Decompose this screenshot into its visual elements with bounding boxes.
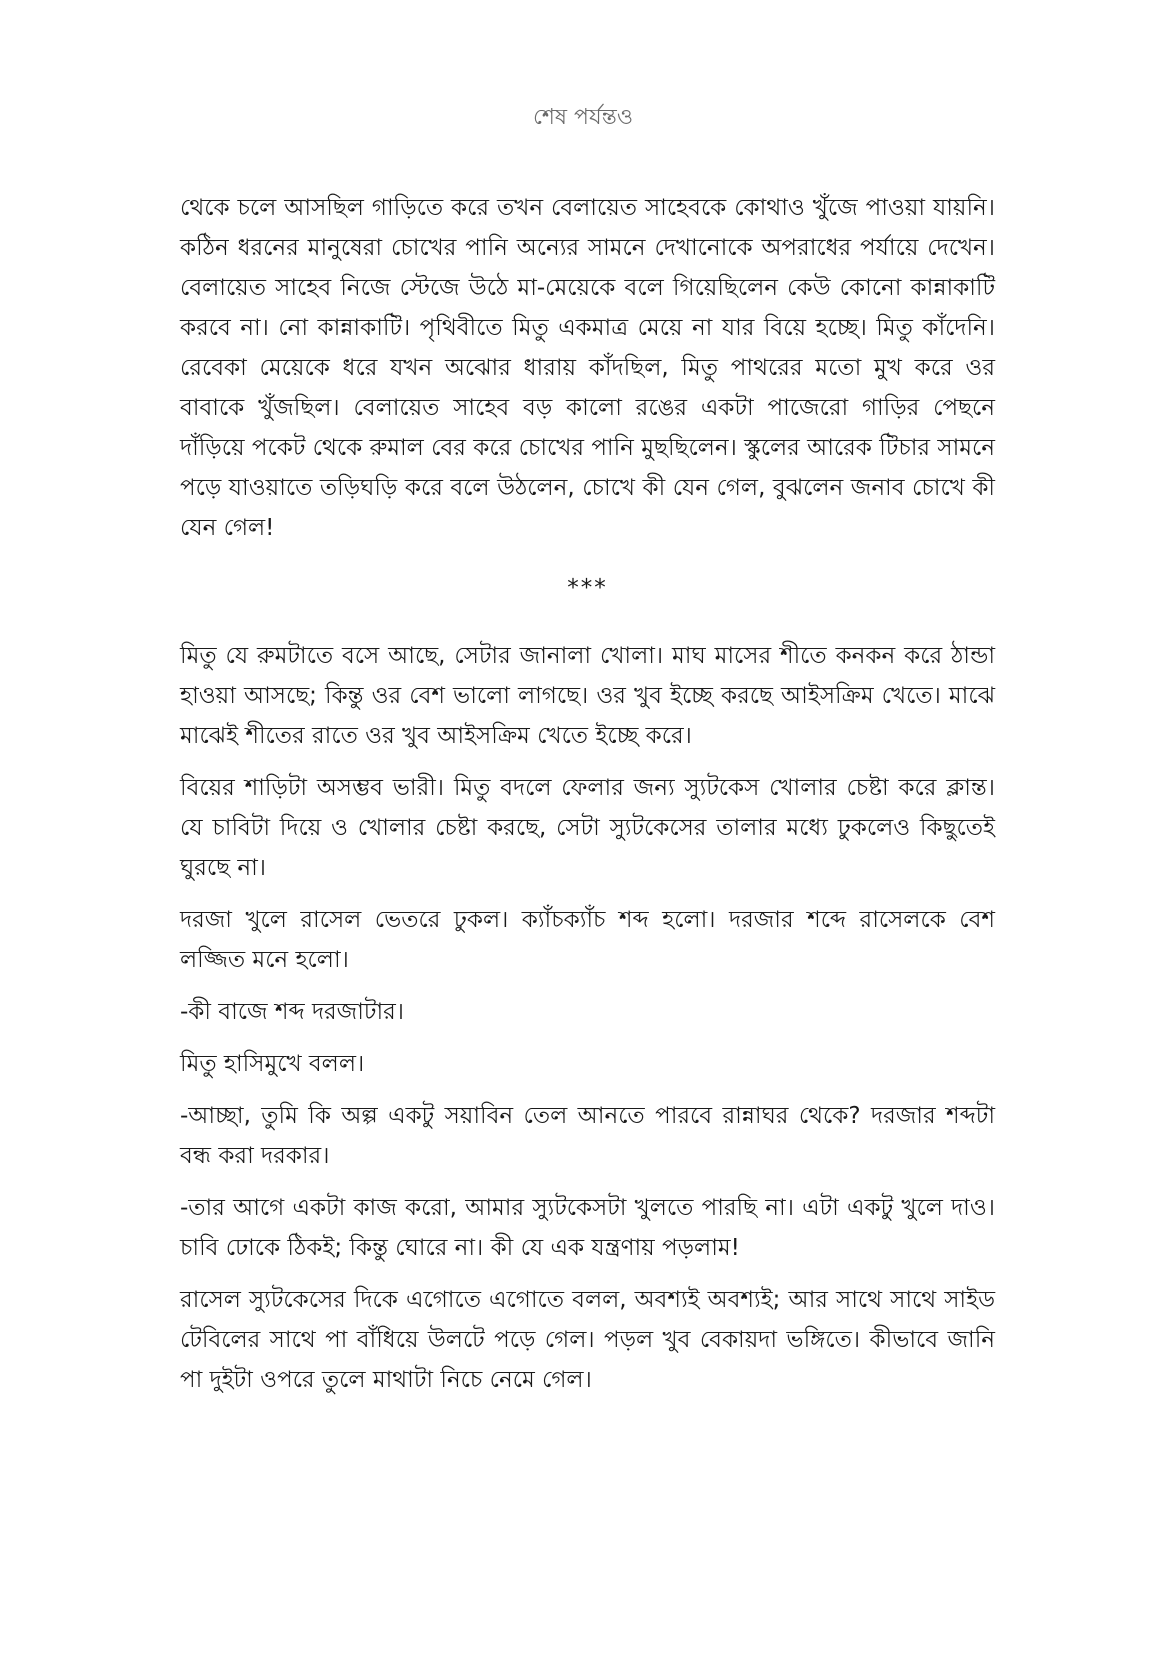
paragraph-5: -কী বাজে শব্দ দরজাটার। — [180, 999, 405, 1025]
paragraph-2: মিতু যে রুমটাতে বসে আছে, সেটার জানালা খোলা। মাঘ মাসের শীতে কনকন করে ঠান্ডা হাওয়া আসছে; কিন্তু ওর বেশ ভালো লাগছে। ওর খুব ইচ্ছে করছে আইসক্রিম খেতে। মাঝে মাঝেই শীতের রাতে ওর খুব আইসক্রিম খেতে ইচ্ছে করে। — [180, 643, 995, 749]
body-text — [180, 188, 995, 1412]
running-header: শেষ পর্যন্তও — [532, 105, 634, 130]
paragraph-6: মিতু হাসিমুখে বলল। — [180, 1051, 365, 1077]
paragraph-8: -তার আগে একটা কাজ করো, আমার স্যুটকেসটা খুলতে পারছি না। এটা একটু খুলে দাও। চাবি ঢোকে ঠিকই; কিন্তু ঘোরে না। কী যে এক যন্ত্রণায় পড়লাম! — [180, 1195, 995, 1261]
paragraph-7: -আচ্ছা, তুমি কি অল্প একটু সয়াবিন তেল আনতে পারবে রান্নাঘর থেকে? দরজার শব্দটা বন্ধ করা দরকার। — [180, 1103, 995, 1169]
paragraph-4: দরজা খুলে রাসেল ভেতরে ঢুকল। ক্যাঁচক্যাঁচ শব্দ হলো। দরজার শব্দে রাসেলকে বেশ লজ্জিত মনে হলো। — [180, 907, 995, 973]
paragraph-9: রাসেল স্যুটকেসের দিকে এগোতে এগোতে বলল, অবশ্যই অবশ্যই; আর সাথে সাথে সাইড টেবিলের সাথে পা বাঁধিয়ে উলটে পড়ে গেল। পড়ল খুব বেকায়দা ভঙ্গিতে। কীভাবে জানি পা দুইটা ওপরে তুলে মাথাটা নিচে নেমে গেল। — [180, 1287, 995, 1393]
section-separator: *** — [567, 575, 608, 601]
paragraph-1: থেকে চলে আসছিল গাড়িতে করে তখন বেলায়েত সাহেবকে কোথাও খুঁজে পাওয়া যায়নি। কঠিন ধরনের মানুষেরা চোখের পানি অন্যের সামনে দেখানোকে অপরাধের পর্যায়ে দেখেন। বেলায়েত সাহেব নিজে স্টেজে উঠে মা-মেয়েকে বলে গিয়েছিলেন কেউ কোনো কান্নাকাটি করবে না। নো কান্নাকাটি। পৃথিবীতে মিতু একমাত্র মেয়ে না যার বিয়ে হচ্ছে। মিতু কাঁদেনি। রেবেকা মেয়েকে ধরে যখন অঝোর ধারায় কাঁদছিল, মিতু পাথরের মতো মুখ করে ওর বাবাকে খুঁজছিল। বেলায়েত সাহেব বড় কালো রঙের একটা পাজেরো গাড়ির পেছনে দাঁড়িয়ে পকেট থেকে রুমাল বের করে চোখের পানি মুছছিলেন। স্কুলের আরেক টিচার সামনে পড়ে যাওয়াতে তড়িঘড়ি করে বলে উঠলেন, চোখে কী যেন গেল, বুঝলেন জনাব চোখে কী যেন গেল! — [180, 195, 995, 541]
paragraph-3: বিয়ের শাড়িটা অসম্ভব ভারী। মিতু বদলে ফেলার জন্য স্যুটকেস খোলার চেষ্টা করে ক্লান্ত। যে চাবিটা দিয়ে ও খোলার চেষ্টা করছে, সেটা স্যুটকেসের তালার মধ্যে ঢুকলেও কিছুতেই ঘুরছে না। — [180, 775, 995, 881]
